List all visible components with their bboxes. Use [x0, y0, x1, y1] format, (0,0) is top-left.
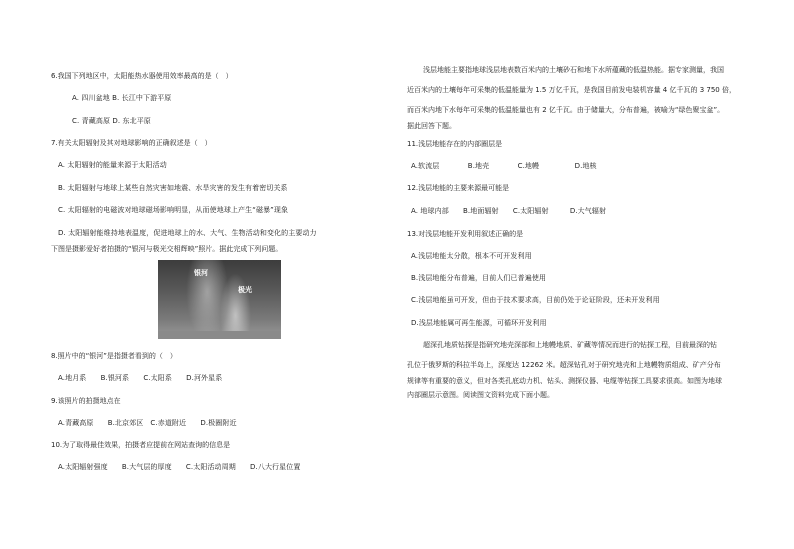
question-13-option-a: A.浅层地能太分散，根本不可开发利用 [411, 252, 532, 260]
question-7-option-c: C. 太阳辐射的电磁波对地球磁场影响明显，从而使地球上产生“磁暴”现象 [58, 206, 289, 214]
question-9-stem: 9.该照片的拍摄地点在 [51, 397, 121, 405]
question-12-stem: 12.浅层地能的主要来源最可能是 [407, 184, 510, 192]
question-6-options-ab: A. 四川盆地 B. 长江中下游平原 [72, 94, 172, 102]
question-13-option-b: B.浅层地能分布普遍，目前人们已普遍使用 [411, 274, 547, 282]
question-13-stem: 13.对浅层地能开发利用叙述正确的是 [407, 230, 524, 238]
passage-2-line-1: 超深孔地质钻探是指研究地壳深部和上地幔地质、矿藏等情况而进行的钻探工程，目前最深的钻 [423, 341, 717, 349]
passage-1-line-1: 浅层地能主要指地球浅层地表数百米内的土壤砂石和地下水所蕴藏的低温热能。据专家测量，我国 [423, 66, 724, 74]
question-7-option-b: B. 太阳辐射与地球上某些自然灾害如地震、水旱灾害的发生有着密切关系 [58, 184, 288, 192]
question-13-option-c: C.浅层地能虽可开发，但由于技术要求高，目前仍处于论证阶段，还未开发利用 [411, 296, 660, 304]
passage-1-line-3: 而百米内地下水每年可采集的低温能量也有 2 亿千瓦。由于储量大，分布普遍，被喻为“绿色聚宝盆”。 [407, 106, 725, 114]
question-10-stem: 10.为了取得最佳效果，拍摄者应提前在网站查询的信息是 [51, 441, 231, 449]
passage-1-line-4: 据此回答下题。 [407, 122, 456, 130]
question-7-option-d: D. 太阳辐射能维持地表温度，促进地球上的水、大气、生物活动和变化的主要动力 [58, 229, 317, 237]
passage-1-line-2: 近百米内的土壤每年可采集的低温能量为 1.5 万亿千瓦，是我国目前发电装机容量 4 亿千瓦的 3 750 倍， [407, 86, 736, 94]
question-8-options: A.地月系 B.银河系 C.太阳系 D.河外星系 [58, 374, 223, 382]
question-11-options: A.软流层 B.地壳 C.地幔 D.地核 [411, 162, 597, 170]
question-6-options-cd: C. 青藏高原 D. 东北平原 [72, 117, 151, 125]
photo-label-milky-way: 银河 [194, 269, 208, 277]
passage-2-line-2: 孔位于俄罗斯的科拉半岛上，深度达 12262 米。超深钻孔对于研究地壳和上地幔物质组成、矿产分布 [407, 361, 721, 369]
question-9-options: A.青藏高原 B.北京郊区 C.赤道附近 D.极圈附近 [58, 419, 237, 427]
question-6-stem: 6.我国下列地区中，太阳能热水器使用效率最高的是（ ） [51, 72, 233, 80]
passage-2-line-4: 内部圈层示意图。阅读图文资料完成下面小题。 [407, 391, 554, 399]
question-11-stem: 11.浅层地能存在的内部圈层是 [407, 140, 503, 148]
photo-label-aurora: 极光 [238, 286, 252, 294]
milky-way-aurora-photo [158, 260, 281, 339]
question-7-stem: 7.有关太阳辐射及其对地球影响的正确叙述是（ ） [51, 139, 212, 147]
photo-horizon [158, 331, 281, 339]
question-12-options: A. 地球内部 B.地面辐射 C.太阳辐射 D.大气辐射 [411, 207, 607, 215]
question-13-option-d: D.浅层地能属可再生能源，可循环开发利用 [411, 319, 547, 327]
passage-2-line-3: 规律等有重要的意义，但对各类孔底动力机、钻头、测探仪器、电缆等钻探工具要求很高。如图为地球 [407, 377, 722, 385]
question-8-stem: 8.照片中的“银河”是指摄者看到的（ ） [51, 352, 177, 360]
question-10-options: A.太阳辐射强度 B.大气层的厚度 C.太阳活动周期 D.八大行星位置 [58, 463, 301, 471]
question-7-option-a: A. 太阳辐射的能量来源于太阳活动 [58, 161, 167, 169]
photo-intro-text: 下图是摄影爱好者拍摄的“银河与极光交相辉映”照片。据此完成下列问题。 [51, 245, 283, 253]
